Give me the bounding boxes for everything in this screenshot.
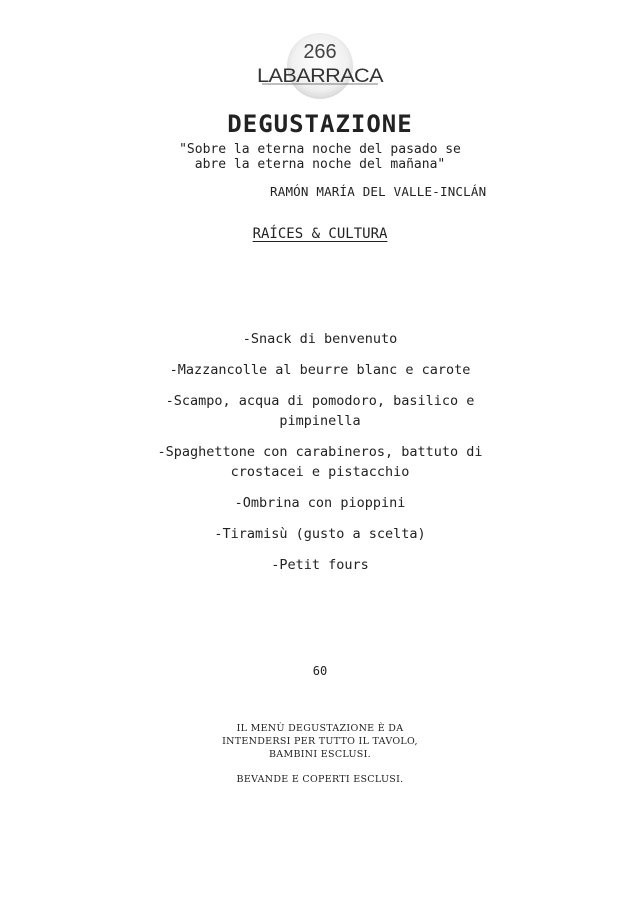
menu-item: -Petit fours [271,557,369,573]
epigraph-quote [160,142,480,172]
menu-notes [200,722,440,798]
notes-table-rule: IL MENÙ DEGUSTAZIONE È DA INTENDERSI PER TUTTO IL TAVOLO, BAMBINI ESCLUSI. [222,723,418,760]
menu-section-title: RAÍCES & CULTURA [252,226,388,242]
restaurant-logo [250,30,390,102]
menu-price: 60 [312,664,328,678]
quote-line-1: "Sobre la eterna noche del pasado se [179,142,461,157]
menu-item: -Snack di benvenuto [242,331,398,347]
logo-number: 266 [303,41,337,63]
menu-item: -Ombrina con pioppini [234,495,406,511]
logo-graphic [250,30,390,102]
quote-line-2: abre la eterna noche del mañana" [194,157,446,172]
page-title: DEGUSTAZIONE [227,110,413,138]
menu-item: -Mazzancolle al beurre blanc e carote [169,362,471,378]
menu-item: -Spaghettone con carabineros, battuto di crostacei e pistacchio [157,444,483,480]
menu-item: -Tiramisù (gusto a scelta) [214,526,426,542]
notes-exclusions: BEVANDE E COPERTI ESCLUSI. [236,774,404,785]
tasting-menu-list [150,329,490,586]
menu-item: -Scampo, acqua di pomodoro, basilico e pimpinella [165,393,475,429]
quote-author: RAMÓN MARÍA DEL VALLE-INCLÁN [270,184,487,199]
logo-name: LABARRACA [257,66,384,87]
